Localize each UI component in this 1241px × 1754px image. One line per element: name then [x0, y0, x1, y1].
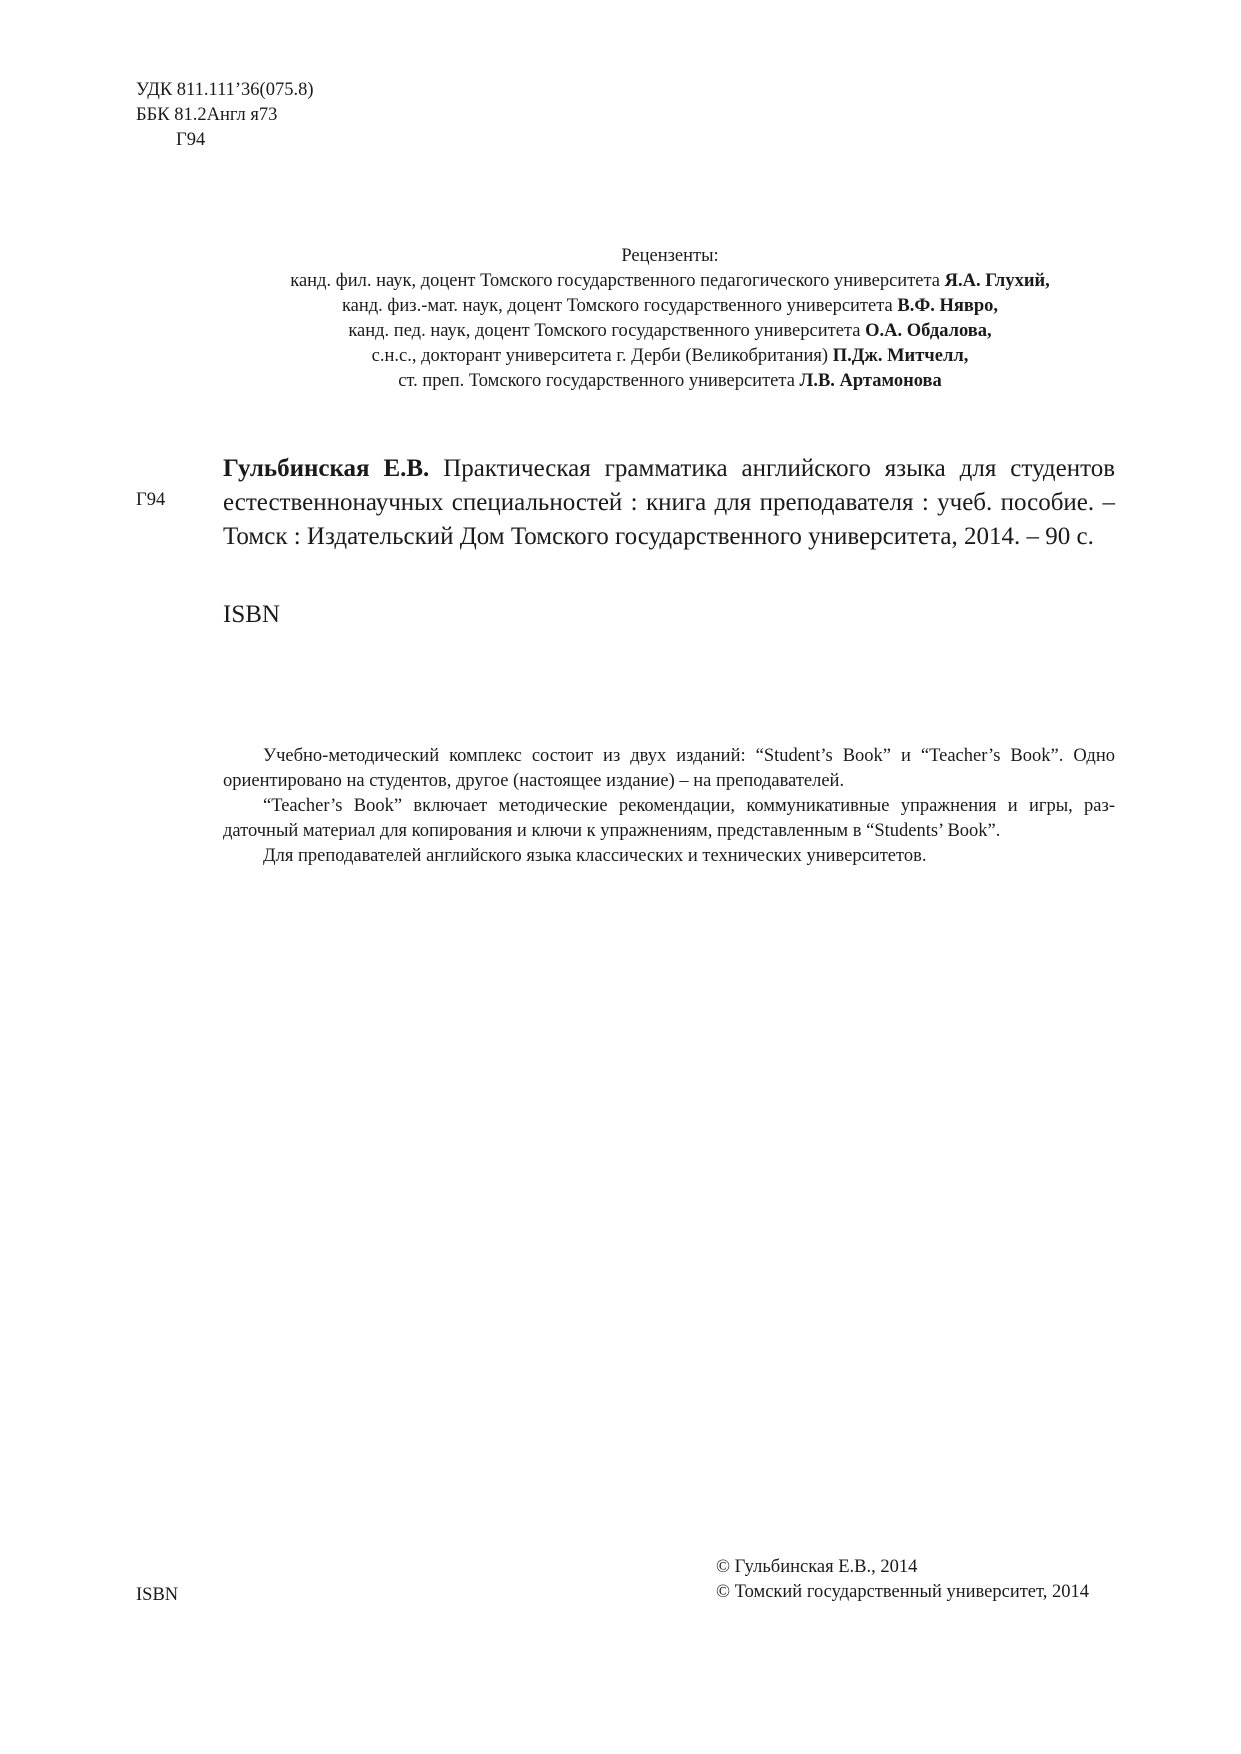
reviewer-line [100, 319, 1240, 344]
annotation-line: ориентировано на студентов, другое (настоящее издание) – на преподавателей. [223, 771, 845, 791]
author-mark: Г94 [176, 130, 206, 150]
reviewers-heading: Рецензенты: [621, 246, 719, 266]
reviewer-credentials: с.н.с., докторант университета г. Дерби (Великобритания) [371, 346, 833, 366]
annotation [223, 744, 1115, 869]
reviewer-name: П.Дж. Митчелл, [832, 346, 969, 366]
reviewer-line [100, 269, 1240, 294]
footer-isbn-label: ISBN [136, 1585, 179, 1605]
copyright-author: © Гульбинская Е.В., 2014 [716, 1557, 918, 1577]
reviewer-credentials: ст. преп. Томского государственного университета [398, 371, 800, 391]
bbk-code: ББК 81.2Англ я73 [136, 105, 278, 125]
reviewer-line [100, 294, 1240, 319]
reviewer-credentials: канд. физ.-мат. наук, доцент Томского государственного университета [341, 296, 898, 316]
reviewer-name: В.Ф. Нявро, [897, 296, 999, 316]
reviewers-block [100, 244, 1240, 394]
reviewer-line [100, 369, 1240, 394]
copyright-block [716, 1555, 1089, 1605]
citation-line: естественнонаучных специальностей : книга для преподавателя : учеб. пособие. – [223, 489, 1115, 516]
citation-title-start: Практическая грамматика английского языка для студентов [429, 455, 1116, 482]
side-author-mark: Г94 [136, 490, 166, 510]
reviewer-name: Я.А. Глухий, [944, 271, 1050, 291]
bibliographic-citation [223, 452, 1115, 554]
reviewer-line [100, 344, 1240, 369]
reviewer-name: О.А. Обдалова, [865, 321, 992, 341]
citation-line: Томск : Издательский Дом Томского государственного университета, 2014. – 90 с. [223, 523, 1094, 550]
citation-line [223, 452, 1115, 486]
copyright-university: © Томский государственный университет, 2014 [716, 1582, 1089, 1602]
reviewer-name: Л.В. Артамонова [799, 371, 942, 391]
annotation-line: Для преподавателей английского языка классических и технических университетов. [263, 846, 927, 866]
classification-codes [136, 78, 436, 153]
citation-author: Гульбинская Е.В. [223, 455, 430, 482]
annotation-line: “Teacher’s Book” включает методические рекомендации, коммуникативные упражнения и игры, раз- [263, 796, 1115, 816]
isbn-label: ISBN [223, 601, 280, 628]
annotation-line: Учебно-методический комплекс состоит из двух изданий: “Student’s Book” и “Teacher’s Book”. Одно [263, 746, 1115, 766]
annotation-line: даточный материал для копирования и ключи к упражнениям, представленным в “Students’ Book”. [223, 821, 1001, 841]
reviewer-credentials: канд. пед. наук, доцент Томского государственного университета [348, 321, 866, 341]
reviewer-credentials: канд. фил. наук, доцент Томского государственного педагогического университета [290, 271, 945, 291]
udk-code: УДК 811.111’36(075.8) [136, 80, 314, 100]
